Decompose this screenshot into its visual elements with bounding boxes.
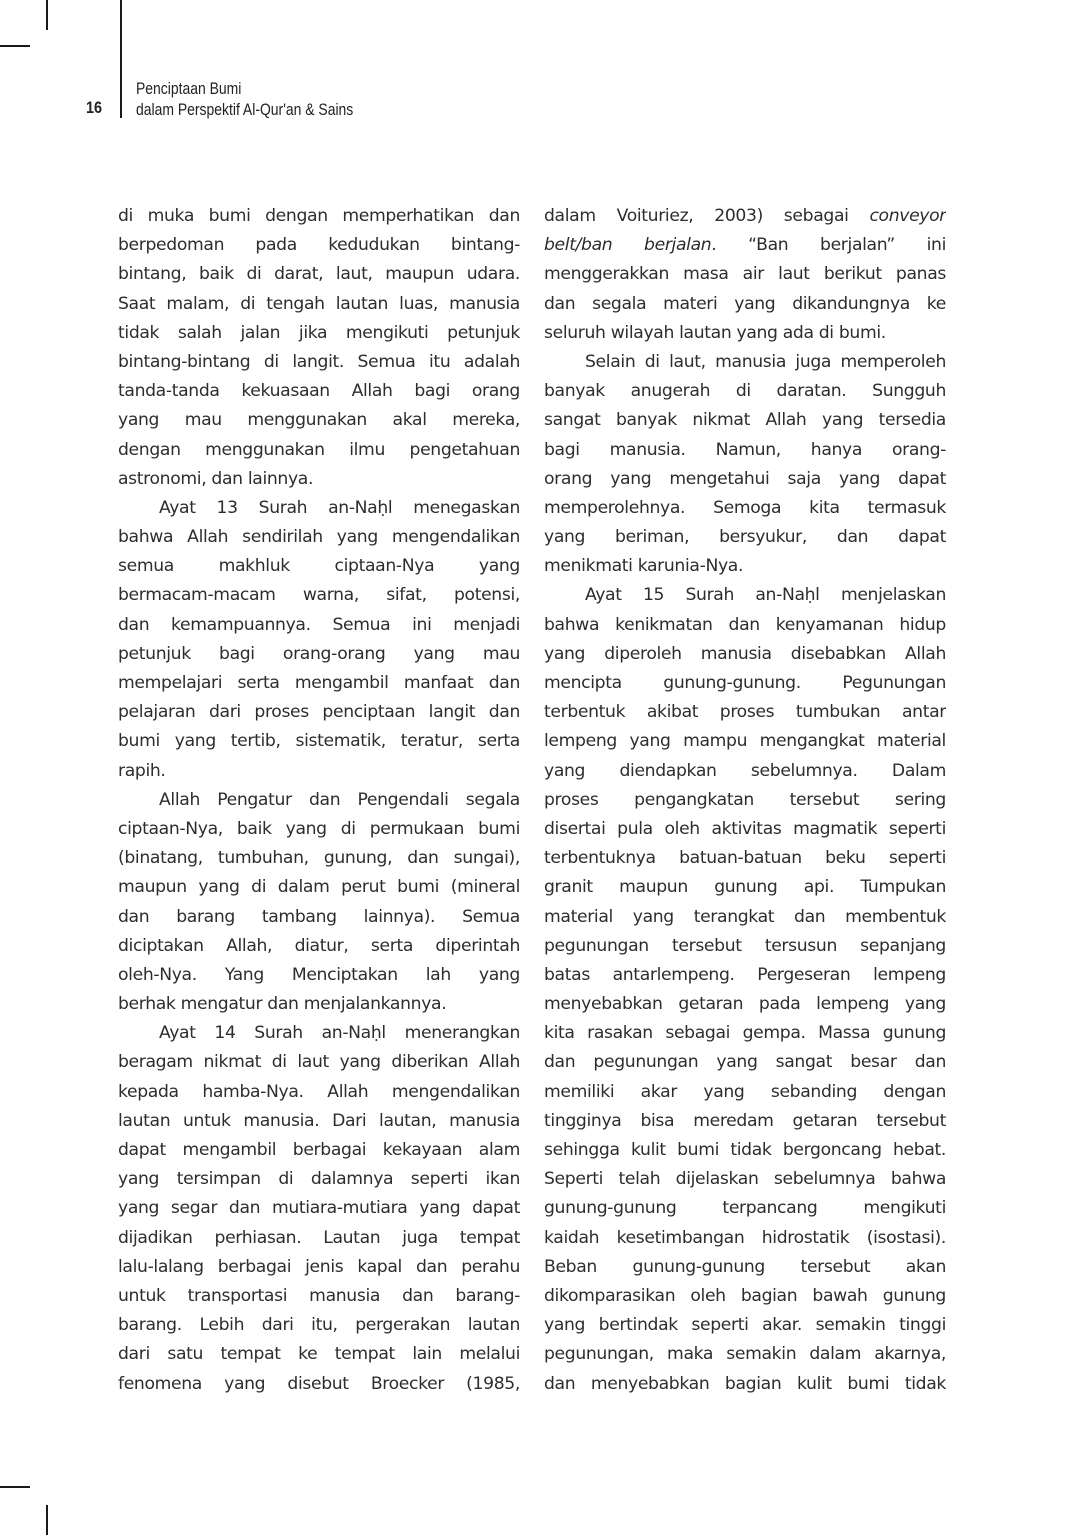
text-line: semua makhluk ciptaan-Nya yang xyxy=(118,556,520,577)
text-line: dengan menggunakan ilmu pengetahuan xyxy=(118,439,520,460)
text-line: belt/ban berjalan. “Ban berjalan” ini xyxy=(544,235,946,256)
italic-term: conveyor xyxy=(869,206,946,226)
text-line: yang mau menggunakan akal mereka, xyxy=(118,410,520,431)
text-line: bagi manusia. Namun, hanya orang- xyxy=(544,439,946,460)
text-line: kaidah kesetimbangan hidrostatik (isostasi). xyxy=(544,1227,946,1248)
text-line: tanda-tanda kekuasaan Allah bagi orang xyxy=(118,381,520,402)
text-line: petunjuk bagi orang-orang yang mau xyxy=(118,643,520,664)
text-line: kita rasakan sebagai gempa. Massa gunung xyxy=(544,1023,946,1044)
text-line: Selain di laut, manusia juga memperoleh xyxy=(585,351,946,372)
text-line: oleh-Nya. Yang Menciptakan lah yang xyxy=(118,964,520,985)
paragraph xyxy=(118,786,520,1020)
text-line: yang diperoleh manusia disebabkan Allah xyxy=(544,643,946,664)
text-line: bumi yang tertib, sistematik, teratur, serta xyxy=(118,731,520,752)
text-line: seluruh wilayah lautan yang ada di bumi. xyxy=(544,322,886,343)
text-line: pegunungan tersebut tersusun sepanjang xyxy=(544,935,946,956)
text-line: banyak anugerah di daratan. Sungguh xyxy=(544,381,946,402)
text-line: menyebabkan getaran pada lempeng yang xyxy=(544,994,946,1015)
text-line: diciptakan Allah, diatur, serta diperintah xyxy=(118,935,520,956)
text-line: (binatang, tumbuhan, gunung, dan sungai), xyxy=(118,848,520,869)
text-line: granit maupun gunung api. Tumpukan xyxy=(544,877,946,898)
text-line: bintang-bintang di langit. Semua itu adalah xyxy=(118,351,520,372)
text-line: maupun yang di dalam perut bumi (mineral xyxy=(118,877,520,898)
text-line: beragam nikmat di laut yang diberikan Allah xyxy=(118,1052,520,1073)
paragraph xyxy=(118,202,520,494)
text-line: terbentuk akibat proses tumbukan antar xyxy=(544,702,946,723)
text-line: memperolehnya. Semoga kita termasuk xyxy=(544,497,946,518)
text-line: Ayat 14 Surah an-Naḥl menerangkan xyxy=(159,1023,520,1044)
running-header-line-2: dalam Perspektif Al-Qur'an & Sains xyxy=(136,100,354,119)
text-line: menggerakkan masa air laut berikut panas xyxy=(544,264,946,285)
text-line: dan menyebabkan bagian kulit bumi tidak xyxy=(544,1373,946,1394)
text-line: Ayat 13 Surah an-Naḥl menegaskan xyxy=(159,497,520,518)
text-line: gunung-gunung terpancang mengikuti xyxy=(544,1198,946,1219)
text-line: terbentuknya batuan-batuan beku seperti xyxy=(544,848,946,869)
text-line: disertai pula oleh aktivitas magmatik seperti xyxy=(544,818,946,839)
text-line: yang beriman, bersyukur, dan dapat xyxy=(544,527,946,548)
text-line: di muka bumi dengan memperhatikan dan xyxy=(118,206,520,226)
text-line: bahwa kenikmatan dan kenyamanan hidup xyxy=(544,614,946,635)
running-header xyxy=(136,78,353,120)
italic-term: belt/ban berjalan xyxy=(544,235,712,256)
text-line: kepada hamba-Nya. Allah mengendalikan xyxy=(118,1081,520,1102)
paragraph xyxy=(544,348,946,582)
text-line: pegunungan, maka semakin dalam akarnya, xyxy=(544,1344,946,1365)
crop-mark xyxy=(0,45,30,47)
text-line: pelajaran dari proses penciptaan langit dan xyxy=(118,702,520,723)
text-line: untuk transportasi manusia dan barang- xyxy=(118,1285,520,1306)
text-line: yang diendapkan sebelumnya. Dalam xyxy=(544,760,946,781)
text-line: lautan untuk manusia. Dari lautan, manusia xyxy=(118,1110,520,1131)
crop-mark xyxy=(46,1505,48,1535)
paragraph xyxy=(544,581,946,1398)
text-line: rapih. xyxy=(118,760,166,781)
running-header-line-1: Penciptaan Bumi xyxy=(136,79,242,98)
text-line: bintang, baik di darat, laut, maupun udara. xyxy=(118,264,520,285)
crop-mark xyxy=(46,0,48,30)
paragraph xyxy=(544,202,946,348)
crop-mark xyxy=(0,1486,30,1488)
text-line: dan pegunungan yang sangat besar dan xyxy=(544,1052,946,1073)
text-line: astronomi, dan lainnya. xyxy=(118,468,314,489)
text-line: mencipta gunung-gunung. Pegunungan xyxy=(544,673,946,693)
text-line: Seperti telah dijelaskan sebelumnya bahwa xyxy=(544,1169,946,1190)
text-line: berhak mengatur dan menjalankannya. xyxy=(118,994,447,1015)
text-line: dalam Voituriez, 2003) sebagai conveyor xyxy=(544,206,946,226)
text-line: Saat malam, di tengah lautan luas, manusia xyxy=(118,293,520,314)
text-line: mempelajari serta mengambil manfaat dan xyxy=(118,673,520,693)
text-line: Ayat 15 Surah an-Naḥl menjelaskan xyxy=(585,585,946,606)
text-line: berpedoman pada kedudukan bintang- xyxy=(118,235,520,256)
text-line: ciptaan-Nya, baik yang di permukaan bumi xyxy=(118,818,520,839)
text-line: dan kemampuannya. Semua ini menjadi xyxy=(118,614,520,635)
text-line: memiliki akar yang sebanding dengan xyxy=(544,1081,946,1102)
text-line: yang tersimpan di dalamnya seperti ikan xyxy=(118,1169,520,1190)
text-line: bermacam-macam warna, sifat, potensi, xyxy=(118,585,520,606)
text-line: sehingga kulit bumi tidak bergoncang hebat. xyxy=(544,1140,946,1160)
text-line: fenomena yang disebut Broecker (1985, xyxy=(118,1373,520,1394)
text-line: material yang terangkat dan membentuk xyxy=(544,906,946,927)
text-line: tidak salah jalan jika mengikuti petunjuk xyxy=(118,322,520,343)
text-line: dan barang tambang lainnya). Semua xyxy=(118,906,520,927)
text-line: bahwa Allah sendirilah yang mengendalikan xyxy=(118,527,520,548)
text-line: menikmati karunia-Nya. xyxy=(544,556,744,577)
text-line: orang yang mengetahui saja yang dapat xyxy=(544,468,946,489)
text-line: tingginya bisa meredam getaran tersebut xyxy=(544,1110,946,1131)
text-line: dijadikan perhiasan. Lautan juga tempat xyxy=(118,1227,520,1248)
paragraph xyxy=(118,1019,520,1398)
page-number: 16 xyxy=(86,98,103,117)
paragraph xyxy=(118,494,520,786)
text-line: Allah Pengatur dan Pengendali segala xyxy=(159,789,520,810)
text-line: barang. Lebih dari itu, pergerakan lautan xyxy=(118,1315,520,1336)
text-line: Beban gunung-gunung tersebut akan xyxy=(544,1256,946,1277)
text-line: dikomparasikan oleh bagian bawah gunung xyxy=(544,1285,946,1306)
text-line: dapat mengambil berbagai kekayaan alam xyxy=(118,1140,520,1160)
right-column xyxy=(544,202,946,1399)
left-column xyxy=(118,202,520,1399)
text-line: dan segala materi yang dikandungnya ke xyxy=(544,293,946,314)
text-line: batas antarlempeng. Pergeseran lempeng xyxy=(544,964,946,985)
text-line: yang segar dan mutiara-mutiara yang dapat xyxy=(118,1198,520,1219)
text-line: dari satu tempat ke tempat lain melalui xyxy=(118,1344,520,1365)
text-line: yang bertindak seperti akar. semakin tinggi xyxy=(544,1315,946,1336)
text-line: sangat banyak nikmat Allah yang tersedia xyxy=(544,410,946,431)
text-line: proses pengangkatan tersebut sering xyxy=(544,789,946,810)
header-divider xyxy=(120,0,122,118)
text-line: lalu-lalang berbagai jenis kapal dan perahu xyxy=(118,1256,520,1277)
text-line: lempeng yang mampu mengangkat material xyxy=(544,731,946,752)
